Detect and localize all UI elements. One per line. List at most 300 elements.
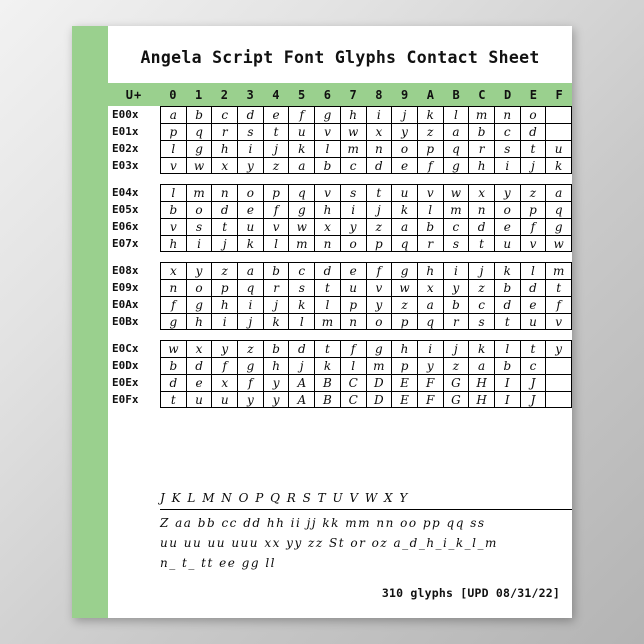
glyph-cell: v (161, 219, 187, 235)
glyph-cell: y (187, 263, 213, 279)
glyph-cell: x (161, 263, 187, 279)
glyph-cell: q (187, 124, 213, 140)
glyph-cell: x (187, 341, 213, 357)
column-header: E (529, 87, 537, 102)
glyph-cell: k (289, 141, 315, 157)
glyph-cell: s (238, 124, 264, 140)
poster (72, 26, 572, 618)
table-row (108, 313, 572, 330)
row-cells (160, 235, 572, 252)
glyph-cell: t (546, 280, 572, 296)
glyph-cell: j (238, 314, 264, 329)
row-cells (160, 279, 572, 296)
column-header: C (478, 87, 486, 102)
glyph-cell: j (289, 358, 315, 374)
row-group-spacer (108, 252, 572, 262)
glyph-cell: b (161, 358, 187, 374)
glyph-cell: l (521, 263, 547, 279)
glyph-cell: o (367, 314, 393, 329)
glyph-cell: k (238, 236, 264, 251)
glyph-cell: a (392, 219, 418, 235)
glyph-cell: e (264, 107, 290, 123)
glyph-cell: F (418, 375, 444, 391)
glyph-cell: g (444, 158, 470, 173)
glyph-cell: d (212, 202, 238, 218)
glyph-cell: l (264, 236, 290, 251)
glyph-cell: n (469, 202, 495, 218)
glyph-cell: i (341, 202, 367, 218)
glyph-cell: j (444, 341, 470, 357)
column-headers (160, 88, 572, 102)
glyph-cell: m (444, 202, 470, 218)
glyph-cell: f (238, 375, 264, 391)
table-row (108, 140, 572, 157)
row-label: E02x (108, 140, 160, 157)
glyph-cell: q (418, 314, 444, 329)
table-row (108, 123, 572, 140)
glyph-cell: A (289, 392, 315, 407)
table-row (108, 262, 572, 279)
column-header: 2 (220, 87, 228, 102)
row-cells (160, 262, 572, 279)
glyph-cell: y (264, 392, 290, 407)
row-group-spacer (108, 174, 572, 184)
glyph-cell: x (418, 280, 444, 296)
glyph-cell: w (546, 236, 572, 251)
glyph-cell: y (238, 392, 264, 407)
glyph-cell: i (238, 297, 264, 313)
glyph-cell: p (367, 236, 393, 251)
glyph-cell: u (392, 185, 418, 201)
glyph-cell: p (264, 185, 290, 201)
glyph-cell: D (367, 392, 393, 407)
glyph-cell: p (212, 280, 238, 296)
glyph-cell: o (495, 202, 521, 218)
glyph-cell: o (187, 280, 213, 296)
glyph-cell: q (238, 280, 264, 296)
row-cells (160, 157, 572, 174)
glyph-cell: h (418, 263, 444, 279)
glyph-cell: p (341, 297, 367, 313)
column-header: 7 (349, 87, 357, 102)
glyph-cell: b (187, 107, 213, 123)
glyph-cell: o (341, 236, 367, 251)
column-header: 6 (323, 87, 331, 102)
glyph-cell: u (187, 392, 213, 407)
glyph-cell: g (187, 297, 213, 313)
row-label: E00x (108, 106, 160, 123)
glyph-cell: o (521, 107, 547, 123)
glyph-cell: h (469, 158, 495, 173)
table-row (108, 296, 572, 313)
row-cells (160, 374, 572, 391)
glyph-cell: k (289, 297, 315, 313)
row-label: E01x (108, 123, 160, 140)
row-cells (160, 357, 572, 374)
row-label: E0Ex (108, 374, 160, 391)
glyph-cell: z (264, 158, 290, 173)
table-row (108, 218, 572, 235)
glyph-cell: u (289, 124, 315, 140)
glyph-cell: t (315, 280, 341, 296)
column-header: A (426, 87, 434, 102)
row-label: E0Ax (108, 296, 160, 313)
table-row (108, 235, 572, 252)
glyph-cell: i (367, 107, 393, 123)
table-row (108, 157, 572, 174)
glyph-cell: h (161, 236, 187, 251)
column-header: 4 (272, 87, 280, 102)
glyph-cell: a (444, 124, 470, 140)
glyph-cell: b (161, 202, 187, 218)
table-row (108, 340, 572, 357)
glyph-cell: n (161, 280, 187, 296)
glyph-cell: w (161, 341, 187, 357)
table-row (108, 106, 572, 123)
glyph-cell: r (212, 124, 238, 140)
glyph-cell: w (444, 185, 470, 201)
glyph-cell: o (187, 202, 213, 218)
glyph-cell: G (444, 375, 470, 391)
glyph-cell: m (469, 107, 495, 123)
row-label: E03x (108, 157, 160, 174)
glyph-cell: g (238, 358, 264, 374)
glyph-cell: y (444, 280, 470, 296)
row-label: E0Bx (108, 313, 160, 330)
glyph-cell: d (161, 375, 187, 391)
glyph-cell: t (264, 124, 290, 140)
table-row (108, 184, 572, 201)
glyph-cell: v (315, 124, 341, 140)
glyph-cell: z (212, 263, 238, 279)
overflow-glyph-line: Z aa bb cc dd hh ii jj kk mm nn oo pp qq ss (160, 516, 486, 530)
glyph-cell: z (392, 297, 418, 313)
glyph-cell: u (495, 236, 521, 251)
row-cells (160, 218, 572, 235)
glyph-cell: i (444, 263, 470, 279)
glyph-cell: E (392, 392, 418, 407)
glyph-cell: B (315, 392, 341, 407)
row-cells (160, 184, 572, 201)
glyph-cell: c (495, 124, 521, 140)
glyph-cell: J (521, 392, 547, 407)
glyph-cell: a (546, 185, 572, 201)
glyph-cell: l (289, 314, 315, 329)
glyph-cell: l (315, 141, 341, 157)
glyph-row-group (108, 340, 572, 408)
glyph-cell: f (521, 219, 547, 235)
glyph-cell: d (187, 358, 213, 374)
glyph-cell: D (367, 375, 393, 391)
glyph-cell: m (315, 314, 341, 329)
glyph-cell: d (521, 280, 547, 296)
glyph-cell: t (315, 341, 341, 357)
glyph-cell: x (212, 158, 238, 173)
row-cells (160, 296, 572, 313)
glyph-cell: e (238, 202, 264, 218)
glyph-cell: h (341, 107, 367, 123)
glyph-cell: r (469, 141, 495, 157)
glyph-cell: l (341, 358, 367, 374)
row-group-spacer (108, 330, 572, 340)
glyph-cell: E (392, 375, 418, 391)
column-header: 8 (375, 87, 383, 102)
glyph-row-group (108, 262, 572, 330)
glyph-cell: c (469, 297, 495, 313)
glyph-cell: h (315, 202, 341, 218)
glyph-cell: d (289, 341, 315, 357)
glyph-cell: w (289, 219, 315, 235)
glyph-cell: c (289, 263, 315, 279)
glyph-cell (546, 358, 572, 374)
glyph-cell: z (418, 124, 444, 140)
glyph-cell: y (264, 375, 290, 391)
glyph-cell: s (341, 185, 367, 201)
glyph-cell: v (521, 236, 547, 251)
table-row (108, 279, 572, 296)
glyph-cell: e (392, 158, 418, 173)
glyph-cell: z (444, 358, 470, 374)
glyph-cell: m (341, 141, 367, 157)
glyph-cell: b (495, 358, 521, 374)
row-cells (160, 201, 572, 218)
row-cells (160, 140, 572, 157)
glyph-cell: x (315, 219, 341, 235)
row-label: E07x (108, 235, 160, 252)
glyph-cell: f (161, 297, 187, 313)
glyph-cell: j (367, 202, 393, 218)
glyph-cell: i (212, 314, 238, 329)
glyph-cell: k (469, 341, 495, 357)
glyph-cell: g (289, 202, 315, 218)
glyph-row-group (108, 106, 572, 174)
glyph-cell: y (546, 341, 572, 357)
row-label: E06x (108, 218, 160, 235)
column-header: D (504, 87, 512, 102)
glyph-cell: s (444, 236, 470, 251)
row-cells (160, 340, 572, 357)
glyph-cell: b (495, 280, 521, 296)
glyph-cell: k (264, 314, 290, 329)
column-header: 3 (246, 87, 254, 102)
column-header: 1 (195, 87, 203, 102)
glyph-cell: a (418, 297, 444, 313)
glyph-cell: u (212, 392, 238, 407)
glyph-cell: l (495, 341, 521, 357)
overflow-glyph-line: n_ t_ tt ee gg ll (160, 556, 277, 570)
glyph-cell: b (469, 124, 495, 140)
glyph-cell: h (212, 297, 238, 313)
glyph-cell: d (495, 297, 521, 313)
glyph-cell: g (315, 107, 341, 123)
glyph-cell: t (469, 236, 495, 251)
glyph-cell: y (212, 341, 238, 357)
glyph-row-group (108, 184, 572, 252)
glyph-cell: t (161, 392, 187, 407)
glyph-cell: l (418, 202, 444, 218)
glyph-cell: j (521, 158, 547, 173)
row-label: E08x (108, 262, 160, 279)
glyph-cell: I (495, 375, 521, 391)
glyph-cell: f (289, 107, 315, 123)
glyph-cell: k (392, 202, 418, 218)
glyph-cell: y (495, 185, 521, 201)
glyph-count-footer: 310 glyphs [UPD 08/31/22] (381, 586, 560, 600)
grid-bottom-rule (160, 509, 572, 510)
glyph-cell: z (238, 341, 264, 357)
glyph-cell: k (495, 263, 521, 279)
glyph-cell (546, 375, 572, 391)
glyph-cell: t (521, 341, 547, 357)
glyph-cell: e (187, 375, 213, 391)
glyph-cell: m (289, 236, 315, 251)
column-header: 0 (169, 87, 177, 102)
glyph-cell: B (315, 375, 341, 391)
glyph-cell: v (264, 219, 290, 235)
glyph-cell: h (187, 314, 213, 329)
row-cells (160, 391, 572, 408)
glyph-cell: H (469, 392, 495, 407)
column-header: 5 (298, 87, 306, 102)
row-label: E0Dx (108, 357, 160, 374)
glyph-cell: s (495, 141, 521, 157)
glyph-cell: i (238, 141, 264, 157)
glyph-cell: p (161, 124, 187, 140)
glyph-cell: w (187, 158, 213, 173)
table-row (108, 391, 572, 408)
glyph-cell: p (418, 141, 444, 157)
glyph-cell: s (289, 280, 315, 296)
glyph-cell: f (367, 263, 393, 279)
glyph-cell: m (187, 185, 213, 201)
glyph-cell: j (212, 236, 238, 251)
row-cells (160, 123, 572, 140)
glyph-cell: l (161, 185, 187, 201)
row-label: E05x (108, 201, 160, 218)
glyph-cell (546, 124, 572, 140)
glyph-cell: g (187, 141, 213, 157)
glyph-cell: i (187, 236, 213, 251)
glyph-cell: q (546, 202, 572, 218)
glyph-cell: j (264, 141, 290, 157)
glyph-cell: t (521, 141, 547, 157)
glyph-cell: b (418, 219, 444, 235)
glyph-cell: z (521, 185, 547, 201)
glyph-cell: C (341, 375, 367, 391)
glyph-cell: y (341, 219, 367, 235)
glyph-cell: n (495, 107, 521, 123)
glyph-cell: w (341, 124, 367, 140)
glyph-cell: c (444, 219, 470, 235)
glyph-cell: n (341, 314, 367, 329)
glyph-cell: s (469, 314, 495, 329)
table-row (108, 374, 572, 391)
row-label: E0Fx (108, 391, 160, 408)
glyph-cell: x (367, 124, 393, 140)
glyph-cell: k (418, 107, 444, 123)
glyph-cell: t (212, 219, 238, 235)
glyph-cell: f (212, 358, 238, 374)
glyph-cell: a (238, 263, 264, 279)
glyph-cell: z (367, 219, 393, 235)
glyph-cell: y (367, 297, 393, 313)
overflow-glyph-line: J K L M N O P Q R S T U V W X Y (160, 491, 409, 505)
glyph-cell: t (495, 314, 521, 329)
page-title: Angela Script Font Glyphs Contact Sheet (140, 48, 540, 67)
table-corner-label: U+ (125, 87, 143, 102)
row-cells (160, 313, 572, 330)
glyph-cell: b (264, 263, 290, 279)
glyph-cell: c (212, 107, 238, 123)
glyph-cell: v (546, 314, 572, 329)
glyph-cell: a (289, 158, 315, 173)
glyph-cell: b (264, 341, 290, 357)
glyph-cell: s (187, 219, 213, 235)
glyph-cell: p (392, 358, 418, 374)
glyph-cell: e (495, 219, 521, 235)
glyph-cell: G (444, 392, 470, 407)
glyph-cell: k (546, 158, 572, 173)
glyph-cell: a (469, 358, 495, 374)
glyph-cell: k (315, 358, 341, 374)
table-header-row (108, 83, 572, 106)
glyph-cell (546, 392, 572, 407)
column-header: 9 (401, 87, 409, 102)
glyph-cell: l (161, 141, 187, 157)
glyph-cell: b (315, 158, 341, 173)
glyph-cell: m (546, 263, 572, 279)
glyph-cell: x (469, 185, 495, 201)
glyph-cell: v (418, 185, 444, 201)
glyph-cell: w (392, 280, 418, 296)
glyph-cell: t (367, 185, 393, 201)
glyph-cell: b (444, 297, 470, 313)
glyph-cell: g (392, 263, 418, 279)
glyph-cell: j (392, 107, 418, 123)
glyph-cell: I (495, 392, 521, 407)
glyph-cell: u (341, 280, 367, 296)
table-row (108, 357, 572, 374)
glyph-cell: q (444, 141, 470, 157)
glyph-cell: m (367, 358, 393, 374)
overflow-glyph-line: uu uu uu uuu xx yy zz St or oz a_d_h_i_k_l_m (160, 536, 498, 550)
glyph-cell: n (367, 141, 393, 157)
glyph-cell: q (289, 185, 315, 201)
glyph-cell: y (418, 358, 444, 374)
glyph-cell: l (315, 297, 341, 313)
glyph-cell: r (418, 236, 444, 251)
glyph-cell: i (418, 341, 444, 357)
glyph-cell: l (444, 107, 470, 123)
glyph-cell: x (212, 375, 238, 391)
glyph-cell: o (238, 185, 264, 201)
glyph-cell: f (264, 202, 290, 218)
glyph-cell: A (289, 375, 315, 391)
glyph-cell: e (521, 297, 547, 313)
glyph-cell: d (521, 124, 547, 140)
glyph-cell: J (521, 375, 547, 391)
glyph-cell: u (546, 141, 572, 157)
column-header: B (452, 87, 460, 102)
glyph-cell: d (315, 263, 341, 279)
glyph-cell: d (367, 158, 393, 173)
glyph-cell: f (341, 341, 367, 357)
row-label: E09x (108, 279, 160, 296)
overflow-glyph-lines (108, 488, 572, 573)
glyph-cell: n (212, 185, 238, 201)
glyph-cell: n (315, 236, 341, 251)
glyph-cell: j (469, 263, 495, 279)
